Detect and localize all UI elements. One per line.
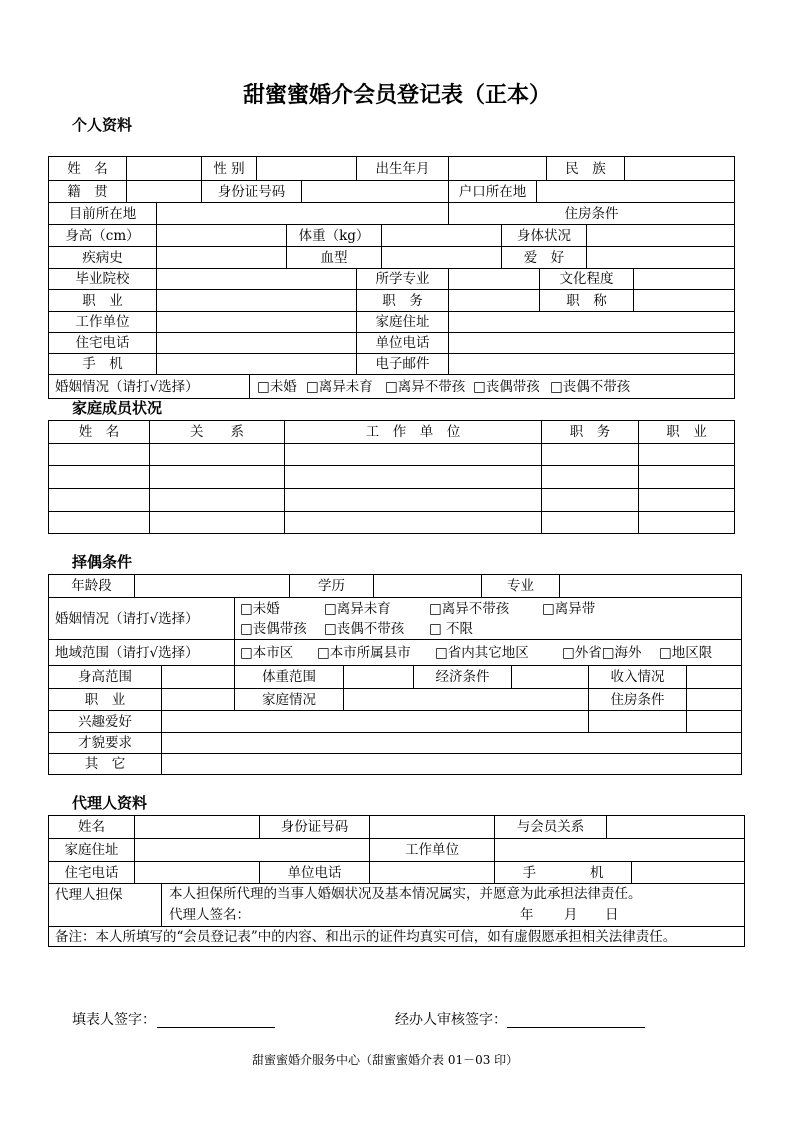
table-cell — [638, 512, 734, 533]
agent-home-address-label: 家庭住址 — [64, 842, 119, 858]
table-row — [49, 246, 734, 268]
option-unmarried: □未婚 — [257, 378, 297, 395]
table-row — [49, 311, 734, 332]
column-header-occupation: 职 业 — [638, 421, 734, 443]
agent-home-address-value-cell — [134, 839, 369, 861]
agent-work-phone-value-cell — [369, 862, 494, 883]
education-value-cell — [633, 269, 734, 289]
height-range-label: 身高范围 — [78, 669, 132, 685]
family-members-table — [48, 420, 735, 534]
guarantee-statement: 本人担保所代理的当事人婚姻状况及基本情况属实，并愿意为此承担法律责任。 — [169, 886, 642, 902]
filler-signature-line — [157, 1027, 275, 1028]
occupation-value-cell — [161, 689, 234, 710]
employer-label: 工作单位 — [75, 314, 130, 330]
job-position-label: 职 务 — [356, 290, 448, 311]
option-city-counties: □本市所属县市 — [317, 644, 411, 661]
agent-id-number-value-cell — [369, 816, 494, 838]
agent-name-label: 姓名 — [78, 819, 105, 835]
agent-mobile-label: 手 机 — [494, 862, 631, 883]
talent-looks-value-cell — [161, 733, 741, 753]
table-row — [49, 926, 744, 946]
education-value-cell — [373, 575, 481, 597]
table-row — [49, 465, 734, 488]
major-value-cell — [559, 575, 741, 597]
occupation-value-cell — [156, 290, 356, 311]
table-row — [49, 511, 734, 533]
work-phone-label: 单位电话 — [356, 333, 448, 353]
column-header-position: 职 务 — [541, 421, 638, 443]
option-divorced-no-child: □离异未育 — [324, 600, 391, 617]
native-place-label: 籍 贯 — [67, 183, 108, 200]
height-label: 身高（cm） — [65, 227, 140, 244]
options-line — [240, 619, 473, 639]
personal-info-heading: 个人资料 — [72, 116, 133, 134]
agent-home-phone-label: 住宅电话 — [64, 864, 119, 881]
medical-history-value-cell — [156, 247, 286, 268]
table-cell — [49, 512, 149, 533]
table-cell — [284, 512, 541, 533]
current-location-value-cell — [156, 203, 448, 224]
other-label: 其 它 — [84, 756, 126, 772]
school-value-cell — [156, 269, 356, 289]
health-label: 身体状况 — [501, 225, 586, 246]
birth-date-value-cell — [448, 157, 546, 180]
table-row — [49, 575, 741, 597]
day-label: 日 — [605, 907, 619, 923]
table-row — [49, 180, 734, 202]
table-cell — [149, 466, 284, 488]
home-address-label: 家庭住址 — [356, 312, 448, 332]
interests-label: 兴趣爱好 — [78, 713, 132, 730]
remark-text: 备注：本人所填写的“会员登记表”中的内容、和出示的证件均真实可信，如有虚假愿承担相关法律责任。 — [55, 928, 677, 945]
agent-info-heading: 代理人资料 — [72, 794, 148, 812]
agent-id-number-label: 身份证号码 — [259, 816, 369, 838]
age-range-label: 年龄段 — [71, 578, 112, 594]
table-row — [49, 443, 734, 465]
reviewer-signature-line — [507, 1027, 645, 1028]
height-value-cell — [156, 225, 286, 246]
options-line — [240, 599, 595, 619]
agent-name-value-cell — [134, 816, 259, 838]
option-region-limit: □地区限 — [659, 644, 713, 661]
table-row — [49, 688, 741, 710]
health-value-cell — [586, 225, 734, 246]
agent-signature-label: 代理人签名： — [169, 907, 250, 923]
age-range-value-cell — [134, 575, 289, 597]
economic-value-cell — [511, 666, 588, 688]
housing-value-cell — [686, 689, 741, 710]
table-row — [49, 710, 741, 732]
talent-looks-label: 才貌要求 — [78, 735, 132, 751]
weight-range-label: 体重范围 — [234, 666, 343, 688]
table-row — [49, 157, 734, 180]
weight-label: 体重（kg） — [286, 225, 381, 246]
housing-label: 住房条件 — [448, 203, 734, 224]
height-range-value-cell — [161, 666, 234, 688]
table-cell — [541, 489, 638, 511]
mobile-label: 手 机 — [82, 356, 123, 372]
page-title: 甜蜜蜜婚介会员登记表（正本） — [242, 82, 551, 108]
column-header-relation: 关 系 — [149, 421, 284, 443]
table-cell — [541, 444, 638, 465]
medical-history-label: 疾病史 — [82, 249, 123, 266]
id-number-label: 身份证号码 — [201, 181, 301, 202]
table-row — [49, 488, 734, 511]
blood-type-value-cell — [381, 247, 501, 268]
email-label: 电子邮件 — [356, 354, 448, 374]
partner-marital-label: 婚姻情况（请打√选择） — [55, 610, 199, 627]
region-options — [234, 640, 741, 665]
table-row — [49, 639, 741, 665]
table-row — [49, 883, 744, 926]
housing-label: 住房条件 — [588, 689, 686, 710]
partner-criteria-heading: 择偶条件 — [72, 553, 133, 571]
family-situation-value-cell — [343, 689, 588, 710]
partner-criteria-table — [48, 574, 742, 775]
table-cell — [638, 466, 734, 488]
table-cell — [284, 489, 541, 511]
column-header-name: 姓 名 — [78, 424, 120, 440]
work-phone-value-cell — [448, 333, 734, 353]
ethnicity-label: 民 族 — [546, 157, 624, 180]
school-label: 毕业院校 — [75, 271, 130, 287]
hobbies-label: 爱 好 — [501, 247, 586, 268]
personal-info-table — [48, 156, 735, 399]
table-row — [49, 838, 744, 861]
agent-signature-line — [169, 905, 619, 926]
job-position-value-cell — [448, 290, 539, 311]
native-place-value-cell — [126, 181, 201, 202]
education-label: 文化程度 — [539, 269, 633, 289]
name-value-cell — [126, 157, 201, 180]
major-label: 所学专业 — [356, 269, 448, 289]
education-label: 学历 — [289, 575, 373, 597]
table-row — [49, 224, 734, 246]
table-row — [49, 289, 734, 311]
option-divorced-without-child: □离异不带孩 — [385, 378, 466, 395]
major-value-cell — [448, 269, 539, 289]
professional-title-value-cell — [633, 290, 734, 311]
table-row — [49, 816, 744, 838]
table-row — [49, 753, 741, 774]
income-label: 收入情况 — [588, 666, 686, 688]
table-cell — [149, 489, 284, 511]
option-divorced-without-child: □离异不带孩 — [429, 600, 510, 617]
agent-employer-label: 工作单位 — [369, 839, 494, 861]
economic-label: 经济条件 — [413, 666, 511, 688]
gender-label: 性 别 — [201, 157, 256, 180]
option-other-province-regions: □省内其它地区 — [435, 644, 529, 661]
table-row — [49, 353, 734, 374]
agent-employer-value-cell — [494, 839, 744, 861]
agent-mobile-value-cell — [631, 862, 744, 883]
interests-value-cell — [161, 711, 588, 732]
occupation-label: 职 业 — [82, 292, 123, 309]
year-label: 年 — [520, 907, 534, 923]
option-widowed-without-child: □丧偶不带孩 — [324, 620, 405, 637]
birth-date-label: 出生年月 — [356, 157, 448, 180]
income-value-cell — [686, 666, 741, 688]
option-divorced-no-child: □离异未育 — [306, 378, 373, 395]
partner-marital-options — [234, 598, 741, 639]
option-other-province-overseas: □外省□海外 — [562, 644, 642, 661]
table-cell — [49, 489, 149, 511]
home-address-value-cell — [448, 312, 734, 332]
agent-work-phone-label: 单位电话 — [259, 862, 369, 883]
table-row — [49, 202, 734, 224]
table-row — [49, 861, 744, 883]
option-no-limit: □ 不限 — [429, 620, 474, 637]
column-header-employer: 工 作 单 位 — [284, 421, 541, 443]
table-row — [49, 332, 734, 353]
blood-type-label: 血型 — [286, 247, 381, 268]
table-cell — [49, 466, 149, 488]
option-city-district: □本市区 — [240, 644, 294, 661]
region-label: 地域范围（请打√选择） — [55, 644, 199, 661]
table-row — [49, 374, 734, 398]
table-row — [49, 732, 741, 753]
option-widowed-with-child: □丧偶带孩 — [240, 620, 307, 637]
table-cell — [541, 512, 638, 533]
table-cell — [49, 444, 149, 465]
option-widowed-without-child: □丧偶不带孩 — [550, 378, 631, 395]
table-cell — [686, 711, 741, 732]
reviewer-signature-label: 经办人审核签字： — [395, 1012, 507, 1028]
mobile-value-cell — [156, 354, 356, 374]
page-footer: 甜蜜蜜婚介服务中心（甜蜜蜜婚介表 01－03 印） — [252, 1053, 519, 1067]
family-situation-label: 家庭情况 — [234, 689, 343, 710]
major-label: 专业 — [481, 575, 559, 597]
weight-range-value-cell — [343, 666, 413, 688]
table-row — [49, 665, 741, 688]
table-cell — [149, 444, 284, 465]
guarantee-content — [161, 884, 744, 926]
agent-info-table — [48, 815, 745, 947]
relationship-label: 与会员关系 — [494, 816, 606, 838]
email-value-cell — [448, 354, 734, 374]
table-cell — [284, 466, 541, 488]
month-label: 月 — [564, 907, 578, 923]
professional-title-label: 职 称 — [539, 290, 633, 311]
name-label: 姓 名 — [67, 160, 108, 177]
table-cell — [638, 489, 734, 511]
other-value-cell — [161, 754, 741, 774]
current-location-label: 目前所在地 — [68, 205, 137, 222]
hukou-location-value-cell — [536, 181, 734, 202]
option-unmarried: □未婚 — [240, 600, 280, 617]
option-divorced-with-child: □离异带 — [542, 600, 596, 617]
weight-value-cell — [381, 225, 501, 246]
marital-status-label: 婚姻情况（请打√选择） — [55, 378, 199, 395]
family-members-heading: 家庭成员状况 — [72, 399, 163, 417]
filler-signature-label: 填表人签字： — [72, 1012, 156, 1028]
relationship-value-cell — [606, 816, 744, 838]
home-phone-value-cell — [156, 333, 356, 353]
table-cell — [588, 711, 686, 732]
gender-value-cell — [256, 157, 356, 180]
agent-home-phone-value-cell — [134, 862, 259, 883]
table-row — [49, 597, 741, 639]
id-number-value-cell — [301, 181, 448, 202]
table-cell — [638, 444, 734, 465]
option-widowed-with-child: □丧偶带孩 — [473, 378, 540, 395]
home-phone-label: 住宅电话 — [75, 335, 130, 351]
table-header-row — [49, 421, 734, 443]
marital-status-options — [249, 375, 734, 398]
table-row — [49, 268, 734, 289]
table-cell — [541, 466, 638, 488]
table-cell — [284, 444, 541, 465]
guarantee-label: 代理人担保 — [55, 887, 123, 903]
hobbies-value-cell — [586, 247, 734, 268]
occupation-label: 职 业 — [84, 691, 126, 708]
hukou-location-label: 户口所在地 — [448, 181, 536, 202]
table-cell — [149, 512, 284, 533]
employer-value-cell — [156, 312, 356, 332]
ethnicity-value-cell — [624, 157, 734, 180]
